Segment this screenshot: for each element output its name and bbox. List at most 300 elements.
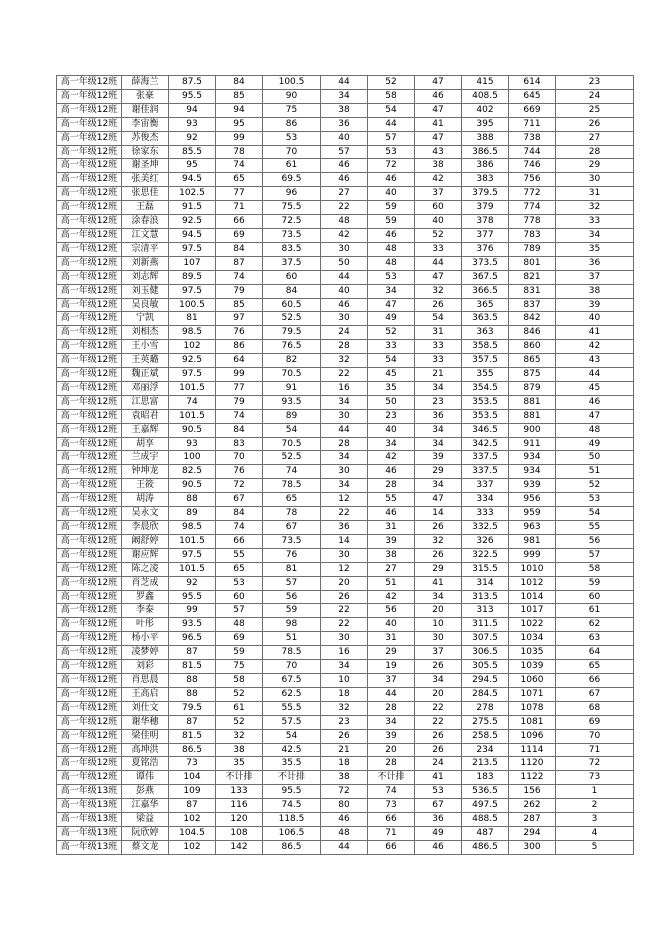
class-rank-cell: 44: [556, 368, 634, 382]
table-row: [57, 632, 634, 646]
class-cell: 高一年级12班: [57, 409, 122, 423]
grade-rank-cell: 963: [509, 521, 556, 535]
class-rank-cell: 30: [556, 173, 634, 187]
score-3-cell: 65: [263, 493, 321, 507]
score-4-cell: 34: [321, 479, 368, 493]
score-3-cell: 70: [263, 660, 321, 674]
table-row: [57, 131, 634, 145]
score-4-cell: 38: [321, 103, 368, 117]
table-row: [57, 813, 634, 827]
score-2-cell: 97: [216, 312, 263, 326]
student-name-cell: 江文慧: [122, 228, 169, 242]
score-4-cell: 42: [321, 228, 368, 242]
student-name-cell: 吴永文: [122, 507, 169, 521]
score-6-cell: 34: [415, 673, 462, 687]
grade-rank-cell: 911: [509, 437, 556, 451]
total-score-cell: 355: [462, 368, 509, 382]
student-name-cell: 蔡文龙: [122, 840, 169, 854]
table-row: [57, 534, 634, 548]
score-1-cell: 102.5: [169, 187, 216, 201]
score-6-cell: 40: [415, 215, 462, 229]
score-3-cell: 不计排: [263, 771, 321, 785]
score-3-cell: 93.5: [263, 395, 321, 409]
score-5-cell: 39: [368, 534, 415, 548]
student-name-cell: 肖思晨: [122, 673, 169, 687]
score-6-cell: 37: [415, 646, 462, 660]
score-2-cell: 52: [216, 687, 263, 701]
score-3-cell: 60: [263, 270, 321, 284]
student-name-cell: 胡涛: [122, 493, 169, 507]
student-name-cell: 李泰: [122, 604, 169, 618]
score-6-cell: 33: [415, 242, 462, 256]
class-rank-cell: 31: [556, 187, 634, 201]
score-3-cell: 91: [263, 381, 321, 395]
score-1-cell: 97.5: [169, 242, 216, 256]
score-3-cell: 52.5: [263, 312, 321, 326]
student-name-cell: 兰成宇: [122, 451, 169, 465]
score-1-cell: 101.5: [169, 534, 216, 548]
total-score-cell: 278: [462, 701, 509, 715]
class-cell: 高一年级12班: [57, 743, 122, 757]
score-1-cell: 107: [169, 256, 216, 270]
score-5-cell: 33: [368, 340, 415, 354]
score-5-cell: 47: [368, 298, 415, 312]
total-score-cell: 306.5: [462, 646, 509, 660]
score-5-cell: 55: [368, 493, 415, 507]
score-3-cell: 100.5: [263, 76, 321, 90]
score-1-cell: 81.5: [169, 729, 216, 743]
score-4-cell: 21: [321, 743, 368, 757]
total-score-cell: 311.5: [462, 618, 509, 632]
score-3-cell: 67.5: [263, 673, 321, 687]
class-rank-cell: 2: [556, 799, 634, 813]
score-1-cell: 81: [169, 312, 216, 326]
score-5-cell: 29: [368, 646, 415, 660]
class-cell: 高一年级12班: [57, 215, 122, 229]
class-rank-cell: 35: [556, 242, 634, 256]
class-cell: 高一年级12班: [57, 256, 122, 270]
student-name-cell: 谢应辉: [122, 548, 169, 562]
student-name-cell: 高坤洪: [122, 743, 169, 757]
student-name-cell: 谢华穗: [122, 715, 169, 729]
score-1-cell: 109: [169, 785, 216, 799]
score-3-cell: 73.5: [263, 228, 321, 242]
score-1-cell: 90.5: [169, 423, 216, 437]
score-3-cell: 75: [263, 103, 321, 117]
score-4-cell: 44: [321, 76, 368, 90]
class-rank-cell: 62: [556, 618, 634, 632]
score-2-cell: 53: [216, 576, 263, 590]
grade-rank-cell: 156: [509, 785, 556, 799]
score-2-cell: 86: [216, 340, 263, 354]
score-2-cell: 76: [216, 326, 263, 340]
class-cell: 高一年级12班: [57, 368, 122, 382]
score-4-cell: 48: [321, 215, 368, 229]
score-4-cell: 30: [321, 465, 368, 479]
score-6-cell: 26: [415, 548, 462, 562]
class-rank-cell: 41: [556, 326, 634, 340]
table-row: [57, 673, 634, 687]
score-3-cell: 57.5: [263, 715, 321, 729]
score-6-cell: 43: [415, 145, 462, 159]
score-6-cell: 20: [415, 687, 462, 701]
student-name-cell: 张美红: [122, 173, 169, 187]
score-4-cell: 36: [321, 117, 368, 131]
class-rank-cell: 57: [556, 548, 634, 562]
score-5-cell: 66: [368, 813, 415, 827]
score-4-cell: 80: [321, 799, 368, 813]
score-1-cell: 92: [169, 131, 216, 145]
score-5-cell: 44: [368, 117, 415, 131]
score-1-cell: 93.5: [169, 618, 216, 632]
grade-rank-cell: 738: [509, 131, 556, 145]
total-score-cell: 379.5: [462, 187, 509, 201]
score-2-cell: 不计排: [216, 771, 263, 785]
score-5-cell: 37: [368, 673, 415, 687]
score-1-cell: 97.5: [169, 368, 216, 382]
score-6-cell: 53: [415, 785, 462, 799]
class-cell: 高一年级12班: [57, 340, 122, 354]
class-cell: 高一年级12班: [57, 646, 122, 660]
table-row: [57, 395, 634, 409]
student-name-cell: 梁益: [122, 813, 169, 827]
total-score-cell: 378: [462, 215, 509, 229]
class-cell: 高一年级12班: [57, 395, 122, 409]
class-rank-cell: 59: [556, 576, 634, 590]
score-1-cell: 79.5: [169, 701, 216, 715]
class-rank-cell: 34: [556, 228, 634, 242]
class-cell: 高一年级12班: [57, 479, 122, 493]
grade-rank-cell: 837: [509, 298, 556, 312]
total-score-cell: 322.5: [462, 548, 509, 562]
score-6-cell: 34: [415, 479, 462, 493]
score-3-cell: 83.5: [263, 242, 321, 256]
grade-rank-cell: 1039: [509, 660, 556, 674]
class-rank-cell: 1: [556, 785, 634, 799]
score-4-cell: 30: [321, 632, 368, 646]
class-cell: 高一年级12班: [57, 590, 122, 604]
table-row: [57, 493, 634, 507]
score-6-cell: 41: [415, 771, 462, 785]
score-1-cell: 81.5: [169, 660, 216, 674]
score-3-cell: 70: [263, 145, 321, 159]
class-rank-cell: 4: [556, 826, 634, 840]
score-4-cell: 18: [321, 757, 368, 771]
score-5-cell: 38: [368, 548, 415, 562]
grade-rank-cell: 981: [509, 534, 556, 548]
score-1-cell: 104: [169, 771, 216, 785]
grade-rank-cell: 783: [509, 228, 556, 242]
score-5-cell: 28: [368, 757, 415, 771]
score-3-cell: 51: [263, 632, 321, 646]
score-4-cell: 28: [321, 340, 368, 354]
score-6-cell: 42: [415, 173, 462, 187]
score-6-cell: 26: [415, 298, 462, 312]
score-3-cell: 86: [263, 117, 321, 131]
score-1-cell: 92: [169, 576, 216, 590]
class-cell: 高一年级13班: [57, 840, 122, 854]
score-2-cell: 79: [216, 284, 263, 298]
student-name-cell: 梁佳明: [122, 729, 169, 743]
student-name-cell: 吴良敏: [122, 298, 169, 312]
score-5-cell: 54: [368, 354, 415, 368]
total-score-cell: 395: [462, 117, 509, 131]
score-1-cell: 91.5: [169, 201, 216, 215]
score-5-cell: 49: [368, 312, 415, 326]
score-3-cell: 73.5: [263, 534, 321, 548]
score-2-cell: 84: [216, 76, 263, 90]
class-cell: 高一年级12班: [57, 771, 122, 785]
score-5-cell: 34: [368, 284, 415, 298]
score-2-cell: 120: [216, 813, 263, 827]
score-2-cell: 75: [216, 660, 263, 674]
grade-rank-cell: 959: [509, 507, 556, 521]
total-score-cell: 313.5: [462, 590, 509, 604]
grade-rank-cell: 772: [509, 187, 556, 201]
score-1-cell: 101.5: [169, 381, 216, 395]
grade-rank-cell: 287: [509, 813, 556, 827]
table-row: [57, 465, 634, 479]
student-name-cell: 杨小平: [122, 632, 169, 646]
score-4-cell: 44: [321, 840, 368, 854]
total-score-cell: 358.5: [462, 340, 509, 354]
class-rank-cell: 24: [556, 89, 634, 103]
score-1-cell: 94.5: [169, 173, 216, 187]
table-row: [57, 576, 634, 590]
score-2-cell: 116: [216, 799, 263, 813]
score-1-cell: 92.5: [169, 354, 216, 368]
score-5-cell: 20: [368, 743, 415, 757]
student-name-cell: 叶彤: [122, 618, 169, 632]
score-6-cell: 46: [415, 840, 462, 854]
class-cell: 高一年级12班: [57, 729, 122, 743]
total-score-cell: 365: [462, 298, 509, 312]
class-cell: 高一年级12班: [57, 187, 122, 201]
score-4-cell: 72: [321, 785, 368, 799]
score-3-cell: 76: [263, 548, 321, 562]
total-score-cell: 383: [462, 173, 509, 187]
score-1-cell: 102: [169, 340, 216, 354]
score-4-cell: 26: [321, 590, 368, 604]
student-name-cell: 袁昭君: [122, 409, 169, 423]
grade-rank-cell: 860: [509, 340, 556, 354]
score-5-cell: 53: [368, 145, 415, 159]
class-rank-cell: 69: [556, 715, 634, 729]
table-row: [57, 145, 634, 159]
score-5-cell: 35: [368, 381, 415, 395]
student-name-cell: 谢佳润: [122, 103, 169, 117]
score-4-cell: 57: [321, 145, 368, 159]
student-name-cell: 江思富: [122, 395, 169, 409]
score-6-cell: 44: [415, 256, 462, 270]
table-row: [57, 799, 634, 813]
grade-table-body: [57, 76, 634, 855]
score-3-cell: 54: [263, 729, 321, 743]
student-name-cell: 李宙衡: [122, 117, 169, 131]
score-3-cell: 89: [263, 409, 321, 423]
total-score-cell: 386.5: [462, 145, 509, 159]
score-3-cell: 75.5: [263, 201, 321, 215]
score-4-cell: 36: [321, 521, 368, 535]
class-rank-cell: 39: [556, 298, 634, 312]
grade-rank-cell: 614: [509, 76, 556, 90]
score-3-cell: 90: [263, 89, 321, 103]
class-cell: 高一年级13班: [57, 813, 122, 827]
score-1-cell: 96.5: [169, 632, 216, 646]
student-name-cell: 彭燕: [122, 785, 169, 799]
score-6-cell: 21: [415, 368, 462, 382]
score-6-cell: 14: [415, 507, 462, 521]
score-3-cell: 69.5: [263, 173, 321, 187]
student-name-cell: 钟坤龙: [122, 465, 169, 479]
score-1-cell: 86.5: [169, 743, 216, 757]
class-cell: 高一年级12班: [57, 534, 122, 548]
score-3-cell: 55.5: [263, 701, 321, 715]
score-3-cell: 95.5: [263, 785, 321, 799]
score-3-cell: 106.5: [263, 826, 321, 840]
score-6-cell: 26: [415, 729, 462, 743]
table-row: [57, 340, 634, 354]
table-row: [57, 381, 634, 395]
student-name-cell: 刘新燕: [122, 256, 169, 270]
score-6-cell: 38: [415, 159, 462, 173]
score-4-cell: 23: [321, 715, 368, 729]
score-1-cell: 101.5: [169, 409, 216, 423]
total-score-cell: 388: [462, 131, 509, 145]
score-1-cell: 88: [169, 673, 216, 687]
score-6-cell: 34: [415, 423, 462, 437]
score-4-cell: 24: [321, 326, 368, 340]
student-name-cell: 魏正斌: [122, 368, 169, 382]
score-4-cell: 22: [321, 507, 368, 521]
grade-rank-cell: 1071: [509, 687, 556, 701]
table-row: [57, 729, 634, 743]
class-rank-cell: 52: [556, 479, 634, 493]
grade-rank-cell: 956: [509, 493, 556, 507]
student-name-cell: 王小雪: [122, 340, 169, 354]
table-row: [57, 298, 634, 312]
score-2-cell: 99: [216, 131, 263, 145]
score-2-cell: 32: [216, 729, 263, 743]
total-score-cell: 332.5: [462, 521, 509, 535]
score-4-cell: 46: [321, 173, 368, 187]
score-1-cell: 88: [169, 687, 216, 701]
class-cell: 高一年级12班: [57, 757, 122, 771]
table-row: [57, 826, 634, 840]
total-score-cell: 354.5: [462, 381, 509, 395]
score-6-cell: 33: [415, 354, 462, 368]
score-6-cell: 54: [415, 312, 462, 326]
grade-rank-cell: 879: [509, 381, 556, 395]
score-5-cell: 54: [368, 103, 415, 117]
score-2-cell: 65: [216, 173, 263, 187]
score-1-cell: 98.5: [169, 521, 216, 535]
student-name-cell: 谢圣坤: [122, 159, 169, 173]
table-row: [57, 187, 634, 201]
class-cell: 高一年级12班: [57, 284, 122, 298]
grade-rank-cell: 934: [509, 451, 556, 465]
score-4-cell: 44: [321, 423, 368, 437]
score-1-cell: 95.5: [169, 89, 216, 103]
table-row: [57, 284, 634, 298]
grade-rank-cell: 999: [509, 548, 556, 562]
class-cell: 高一年级12班: [57, 673, 122, 687]
student-name-cell: 刘仕文: [122, 701, 169, 715]
score-2-cell: 74: [216, 409, 263, 423]
score-4-cell: 40: [321, 131, 368, 145]
score-5-cell: 31: [368, 632, 415, 646]
score-4-cell: 30: [321, 548, 368, 562]
table-row: [57, 228, 634, 242]
score-3-cell: 81: [263, 562, 321, 576]
score-4-cell: 30: [321, 409, 368, 423]
score-2-cell: 71: [216, 201, 263, 215]
student-name-cell: 苏俊杰: [122, 131, 169, 145]
score-4-cell: 44: [321, 270, 368, 284]
score-6-cell: 26: [415, 521, 462, 535]
class-rank-cell: 38: [556, 284, 634, 298]
score-2-cell: 69: [216, 228, 263, 242]
class-cell: 高一年级12班: [57, 173, 122, 187]
class-cell: 高一年级13班: [57, 785, 122, 799]
class-rank-cell: 49: [556, 437, 634, 451]
total-score-cell: 313: [462, 604, 509, 618]
total-score-cell: 342.5: [462, 437, 509, 451]
score-2-cell: 84: [216, 423, 263, 437]
grade-rank-cell: 645: [509, 89, 556, 103]
score-5-cell: 72: [368, 159, 415, 173]
score-3-cell: 35.5: [263, 757, 321, 771]
grade-rank-cell: 842: [509, 312, 556, 326]
score-6-cell: 41: [415, 117, 462, 131]
score-6-cell: 47: [415, 270, 462, 284]
total-score-cell: 337.5: [462, 451, 509, 465]
score-2-cell: 95: [216, 117, 263, 131]
score-1-cell: 82.5: [169, 465, 216, 479]
score-6-cell: 23: [415, 395, 462, 409]
score-5-cell: 56: [368, 604, 415, 618]
score-4-cell: 30: [321, 312, 368, 326]
score-3-cell: 78: [263, 507, 321, 521]
score-1-cell: 73: [169, 757, 216, 771]
class-rank-cell: 70: [556, 729, 634, 743]
table-row: [57, 103, 634, 117]
score-2-cell: 65: [216, 562, 263, 576]
class-rank-cell: 47: [556, 409, 634, 423]
score-1-cell: 74: [169, 395, 216, 409]
total-score-cell: 213.5: [462, 757, 509, 771]
class-rank-cell: 29: [556, 159, 634, 173]
class-cell: 高一年级12班: [57, 507, 122, 521]
student-name-cell: 王筱: [122, 479, 169, 493]
score-6-cell: 29: [415, 465, 462, 479]
score-5-cell: 28: [368, 479, 415, 493]
score-1-cell: 100.5: [169, 298, 216, 312]
class-rank-cell: 23: [556, 76, 634, 90]
score-2-cell: 133: [216, 785, 263, 799]
score-2-cell: 87: [216, 256, 263, 270]
score-5-cell: 74: [368, 785, 415, 799]
student-name-cell: 王高启: [122, 687, 169, 701]
class-cell: 高一年级12班: [57, 604, 122, 618]
grade-rank-cell: 774: [509, 201, 556, 215]
class-cell: 高一年级12班: [57, 201, 122, 215]
table-row: [57, 521, 634, 535]
score-2-cell: 38: [216, 743, 263, 757]
score-1-cell: 100: [169, 451, 216, 465]
score-6-cell: 29: [415, 562, 462, 576]
total-score-cell: 315.5: [462, 562, 509, 576]
